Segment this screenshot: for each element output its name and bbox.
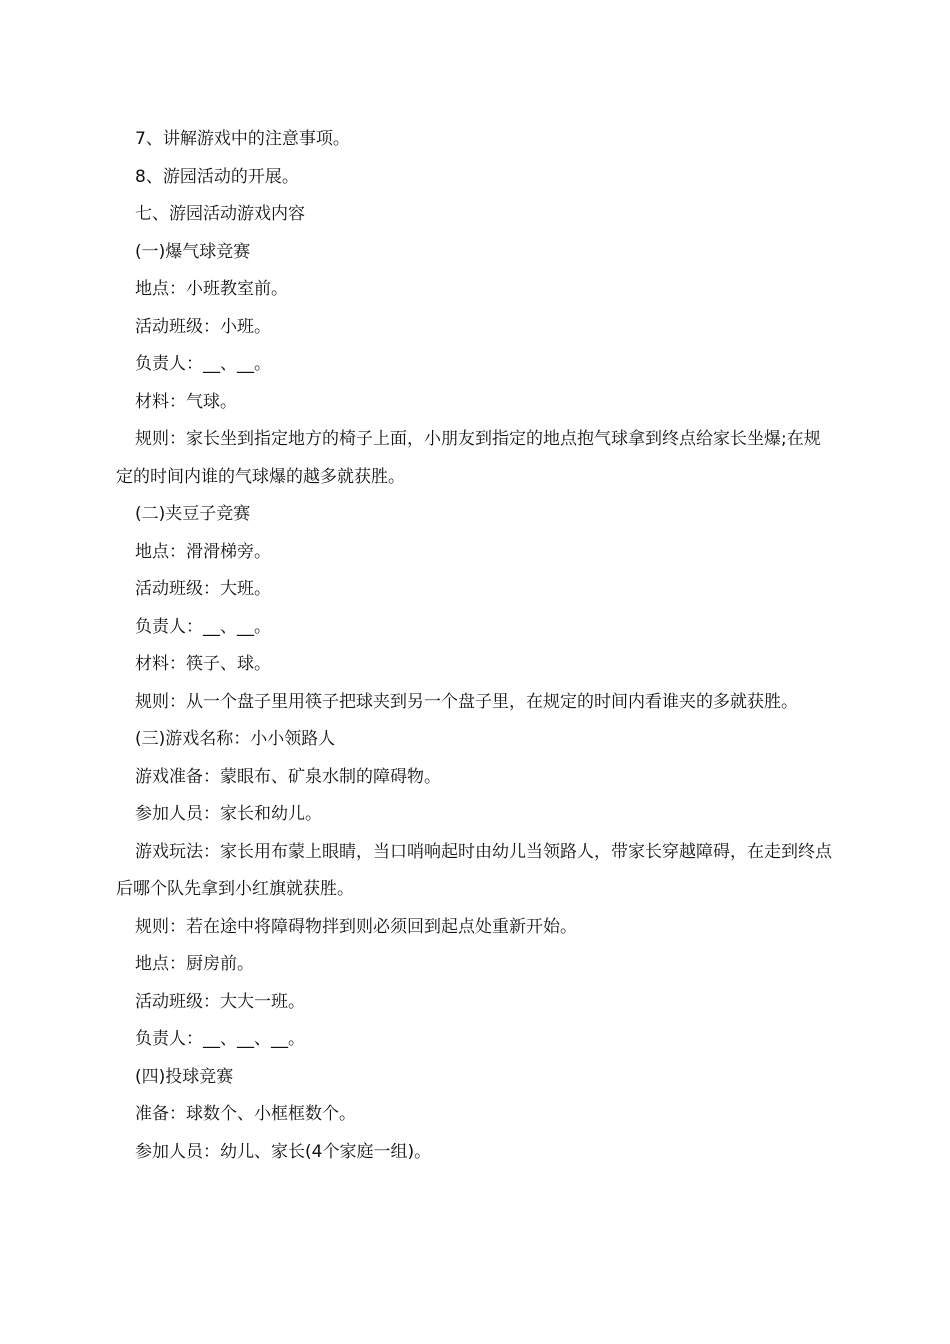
section-heading: 七、游园活动游戏内容: [135, 204, 305, 224]
game-3-title: (三)游戏名称：小小领路人: [135, 729, 336, 749]
game-1-location: 地点：小班教室前。: [135, 279, 288, 299]
game-1-rules: 规则：家长坐到指定地方的椅子上面，小朋友到指定的地点抱气球拿到终点给家长坐爆;在规定的时间内谁的气球爆的越多就获胜。: [116, 429, 821, 487]
game-3-preparation: 游戏准备：蒙眼布、矿泉水制的障碍物。: [135, 766, 441, 787]
game-2-person-in-charge: 负责人：__、__。: [135, 616, 271, 637]
game-2-title: (二)夹豆子竞赛: [135, 504, 251, 524]
game-4-participants: 参加人员：幼儿、家长(4个家庭一组)。: [135, 1141, 432, 1162]
game-1-materials: 材料：气球。: [135, 391, 237, 412]
game-3-class: 活动班级：大大一班。: [135, 991, 305, 1012]
game-4-title: (四)投球竞赛: [135, 1066, 234, 1087]
game-1-title: (一)爆气球竞赛: [135, 241, 251, 262]
game-2-class: 活动班级：大班。: [135, 579, 271, 599]
game-3-how-to-play: 游戏玩法：家长用布蒙上眼睛，当口哨响起时由幼儿当领路人，带家长穿越障碍，在走到终点后哪个队先拿到小红旗就获胜。: [116, 841, 832, 899]
game-3-person-in-charge: 负责人：__、__、__。: [135, 1029, 305, 1049]
game-3-rules: 规则：若在途中将障碍物拌到则必须回到起点处重新开始。: [135, 916, 577, 937]
game-1-class: 活动班级：小班。: [135, 316, 271, 337]
game-4-preparation: 准备：球数个、小框框数个。: [135, 1104, 356, 1124]
game-1-person-in-charge: 负责人：__、__。: [135, 354, 271, 374]
step-7-item: 7、讲解游戏中的注意事项。: [135, 129, 350, 149]
step-8-item: 8、游园活动的开展。: [135, 166, 299, 187]
game-3-participants: 参加人员：家长和幼儿。: [135, 804, 322, 824]
game-2-rules: 规则：从一个盘子里用筷子把球夹到另一个盘子里，在规定的时间内看谁夹的多就获胜。: [135, 691, 798, 712]
game-2-location: 地点：滑滑梯旁。: [135, 541, 271, 562]
game-2-materials: 材料：筷子、球。: [135, 654, 271, 674]
document-body: [116, 121, 836, 1171]
game-3-location: 地点：厨房前。: [135, 954, 254, 974]
